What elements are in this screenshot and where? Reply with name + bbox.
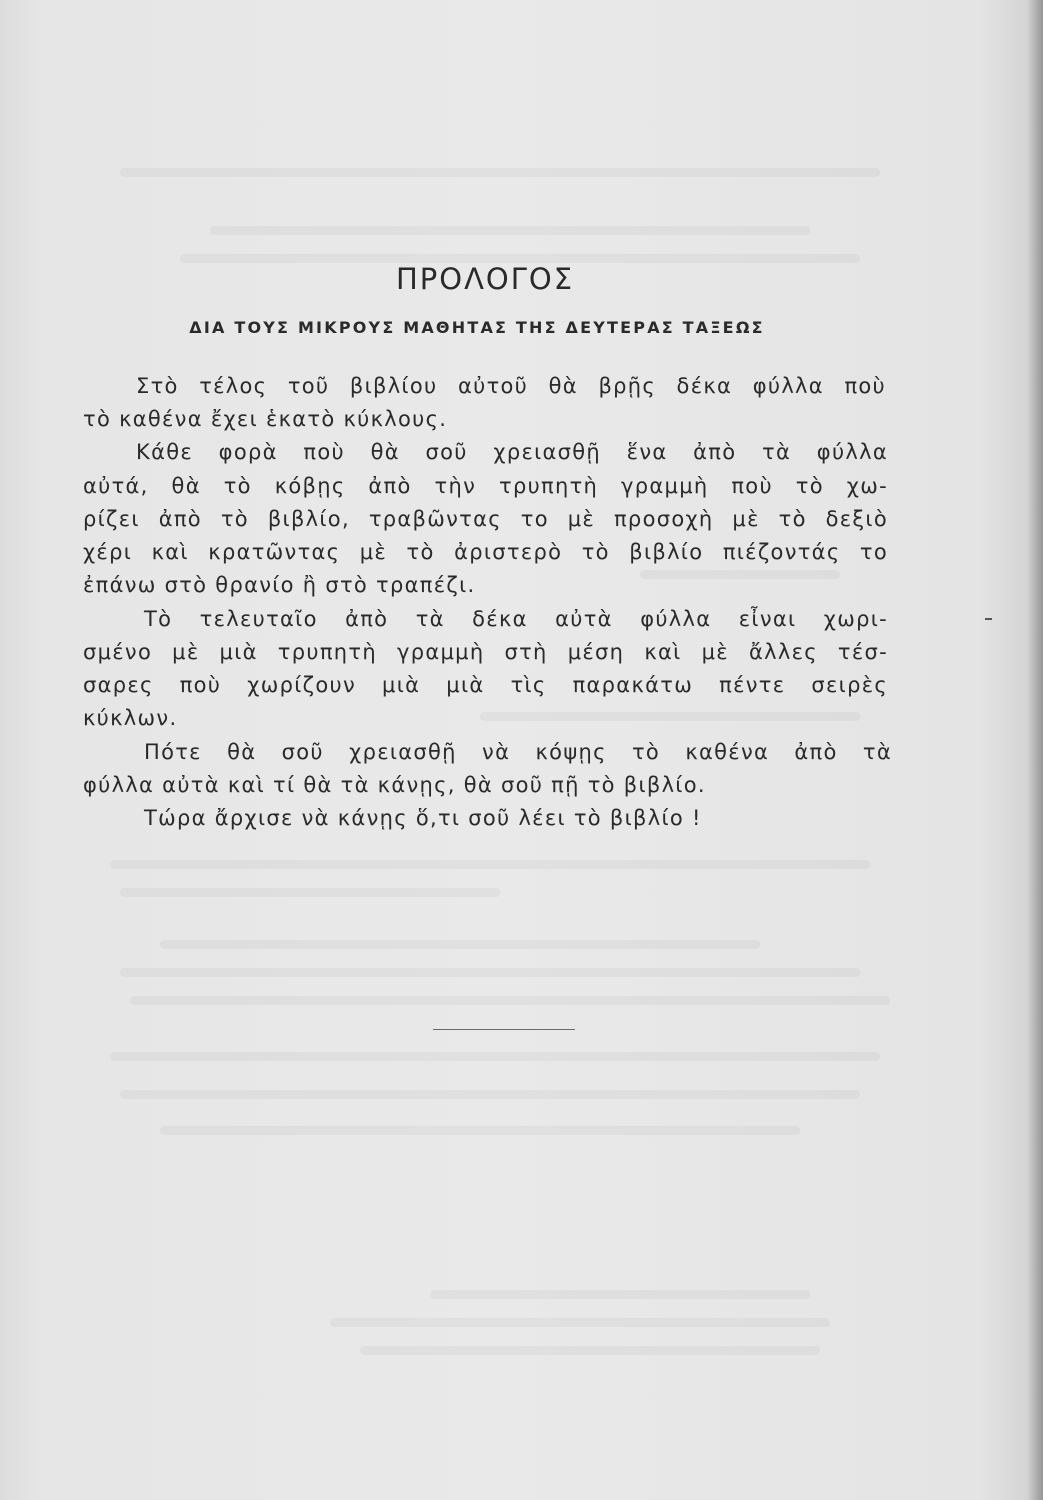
page-edge-shadow [1027, 0, 1043, 1500]
text-line: Κάθε φορὰ ποὺ θὰ σοῦ χρειασθῇ ἕνα ἀπὸ τὰ φύλλα [136, 440, 888, 464]
text-line: Τώρα ἄρχισε νὰ κάνῃς ὅ,τι σοῦ λέει τὸ βιβλίο ! [144, 806, 702, 830]
text-line: αὐτά, θὰ τὸ κόβῃς ἀπὸ τὴν τρυπητὴ γραμμὴ ποὺ τὸ χω- [83, 474, 888, 498]
text-line: ἐπάνω στὸ θρανίο ἢ στὸ τραπέζι. [83, 573, 476, 597]
text-line: χέρι καὶ κρατῶντας μὲ τὸ ἀριστερὸ τὸ βιβλίο πιέζοντάς το [83, 540, 888, 564]
text-line: ρίζει ἀπὸ τὸ βιβλίο, τραβῶντας το μὲ προσοχὴ μὲ τὸ δεξιὸ [83, 507, 888, 531]
section-divider [433, 1029, 575, 1030]
page-title: ΠΡΟΛΟΓΟΣ [395, 262, 575, 296]
text-line: Τὸ τελευταῖο ἀπὸ τὰ δέκα αὐτὰ φύλλα εἶναι χωρι- [144, 607, 888, 631]
margin-mark [985, 618, 992, 620]
text-line: τὸ καθένα ἔχει ἑκατὸ κύκλους. [83, 407, 448, 431]
page-subtitle: ΔΙΑ ΤΟΥΣ ΜΙΚΡΟΥΣ ΜΑΘΗΤΑΣ ΤΗΣ ΔΕΥΤΕΡΑΣ ΤΑΞΕΩΣ [189, 318, 765, 337]
text-line: Πότε θὰ σοῦ χρειασθῇ νὰ κόψῃς τὸ καθένα ἀπὸ τὰ [144, 740, 892, 764]
text-line: φύλλα αὐτὰ καὶ τί θὰ τὰ κάνῃς, θὰ σοῦ πῇ τὸ βιβλίο. [83, 773, 706, 797]
text-line: Στὸ τέλος τοῦ βιβλίου αὐτοῦ θὰ βρῇς δέκα φύλλα ποὺ [136, 374, 886, 398]
text-line: σαρες ποὺ χωρίζουν μιὰ μιὰ τὶς παρακάτω πέντε σειρὲς [83, 673, 888, 697]
text-line: κύκλων. [83, 706, 178, 730]
text-line: σμένο μὲ μιὰ τρυπητὴ γραμμὴ στὴ μέση καὶ μὲ ἄλλες τέσ- [83, 640, 888, 664]
